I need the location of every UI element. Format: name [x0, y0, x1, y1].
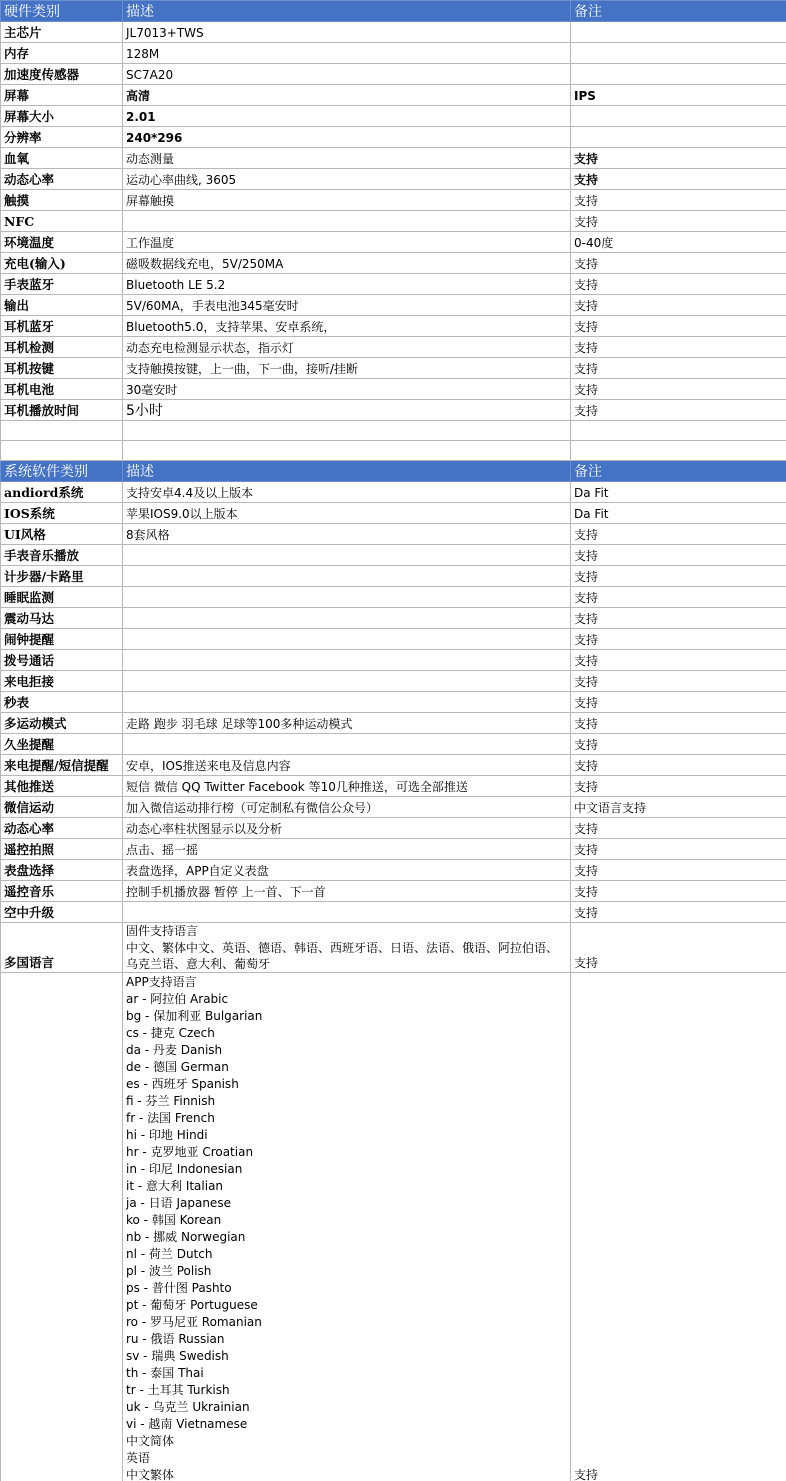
spec-name: 拨号通话 [1, 650, 123, 671]
spec-name: 空中升级 [1, 902, 123, 923]
spec-note: 支持 [571, 881, 786, 902]
spec-note: 支持 [571, 295, 786, 316]
spec-desc: 2.01 [123, 106, 571, 127]
spec-row [1, 629, 786, 650]
spec-note: 支持 [571, 650, 786, 671]
spec-name: 遥控音乐 [1, 881, 123, 902]
header-note: 备注 [571, 461, 786, 482]
app-lang-item: th - 泰国 Thai [126, 1366, 204, 1380]
spec-desc: 8套风格 [123, 524, 571, 545]
spec-note: 支持 [571, 379, 786, 400]
app-lang-item: ps - 普什图 Pashto [126, 1281, 232, 1295]
spec-name: 耳机电池 [1, 379, 123, 400]
spec-desc [123, 671, 571, 692]
spec-row [1, 211, 786, 232]
multilang-row [1, 923, 786, 973]
spec-row [1, 503, 786, 524]
spec-desc: 动态心率柱状图显示以及分析 [123, 818, 571, 839]
spec-name: 多国语言 [1, 923, 123, 973]
spec-row [1, 22, 786, 43]
firmware-lang-title: 固件支持语言 [126, 924, 199, 938]
spec-name: andiord系统 [1, 482, 123, 503]
spec-row [1, 85, 786, 106]
spec-name: 震动马达 [1, 608, 123, 629]
spec-row [1, 692, 786, 713]
spec-row [1, 902, 786, 923]
spec-name: 手表蓝牙 [1, 274, 123, 295]
spec-desc: 短信 微信 QQ Twitter Facebook 等10几种推送，可选全部推送 [123, 776, 571, 797]
spec-note: 支持 [571, 316, 786, 337]
spec-note: 支持 [571, 818, 786, 839]
spec-desc: 苹果IOS9.0以上版本 [123, 503, 571, 524]
spec-desc: 控制手机播放器 暂停 上一首、下一首 [123, 881, 571, 902]
spec-note: 支持 [571, 973, 786, 1481]
spec-desc [123, 923, 571, 973]
spec-row [1, 232, 786, 253]
app-lang-item: ru - 俄语 Russian [126, 1332, 225, 1346]
spec-desc: 支持触摸按键，上一曲，下一曲，接听/挂断 [123, 358, 571, 379]
spec-desc: 30毫安时 [123, 379, 571, 400]
spec-note: Da Fit [571, 482, 786, 503]
spec-desc [123, 566, 571, 587]
spec-note: 支持 [571, 169, 786, 190]
spec-name: UI风格 [1, 524, 123, 545]
spec-desc: 动态充电检测显示状态，指示灯 [123, 337, 571, 358]
header-description: 描述 [123, 461, 571, 482]
spec-name: 微信运动 [1, 797, 123, 818]
spec-row [1, 106, 786, 127]
spec-name: 动态心率 [1, 818, 123, 839]
blank-row [1, 441, 786, 461]
spec-note: Da Fit [571, 503, 786, 524]
spec-row [1, 295, 786, 316]
app-lang-item: it - 意大利 Italian [126, 1179, 224, 1193]
app-lang-item: hi - 印地 Hindi [126, 1128, 208, 1142]
spec-note: 支持 [571, 190, 786, 211]
spec-name: 耳机按键 [1, 358, 123, 379]
spec-name: 多运动模式 [1, 713, 123, 734]
app-lang-item: da - 丹麦 Danish [126, 1043, 223, 1057]
spec-name: 久坐提醒 [1, 734, 123, 755]
spec-note: 支持 [571, 629, 786, 650]
spec-name: 睡眠监测 [1, 587, 123, 608]
spec-row [1, 127, 786, 148]
app-lang-row [1, 973, 786, 1481]
spec-note: 支持 [571, 671, 786, 692]
spec-note: 支持 [571, 839, 786, 860]
spec-desc [123, 734, 571, 755]
app-lang-item: ar - 阿拉伯 Arabic [126, 992, 229, 1006]
spec-row [1, 482, 786, 503]
spec-row [1, 379, 786, 400]
spec-note: 支持 [571, 545, 786, 566]
spec-note [571, 64, 786, 85]
spec-row [1, 43, 786, 64]
spec-note: 支持 [571, 734, 786, 755]
spec-desc: 动态测量 [123, 148, 571, 169]
spec-row [1, 400, 786, 421]
spec-name: 主芯片 [1, 22, 123, 43]
spec-note [571, 43, 786, 64]
hardware-header-row [1, 1, 786, 22]
spec-name: 充电(输入) [1, 253, 123, 274]
spec-note: 支持 [571, 608, 786, 629]
app-lang-item: hr - 克罗地亚 Croatian [126, 1145, 254, 1159]
spec-desc: 运动心率曲线, 3605 [123, 169, 571, 190]
spacer-section [1, 421, 786, 461]
app-lang-item: fr - 法国 French [126, 1111, 215, 1125]
app-lang-item: pl - 波兰 Polish [126, 1264, 212, 1278]
spec-row [1, 776, 786, 797]
spec-desc: 表盘选择，APP自定义表盘 [123, 860, 571, 881]
software-section [1, 461, 786, 923]
spec-desc [123, 608, 571, 629]
app-lang-item: fi - 芬兰 Finnish [126, 1094, 216, 1108]
spec-name: 表盘选择 [1, 860, 123, 881]
app-lang-item: nb - 挪威 Norwegian [126, 1230, 246, 1244]
spec-note [571, 22, 786, 43]
app-lang-item: 中文简体 [126, 1434, 175, 1448]
spec-name: 来电拒接 [1, 671, 123, 692]
spec-desc: 5V/60MA，手表电池345毫安时 [123, 295, 571, 316]
app-lang-item: tr - 土耳其 Turkish [126, 1383, 230, 1397]
spec-desc: 128M [123, 43, 571, 64]
spec-name: 耳机播放时间 [1, 400, 123, 421]
spec-name: 屏幕大小 [1, 106, 123, 127]
spec-note: 支持 [571, 776, 786, 797]
app-lang-item: sv - 瑞典 Swedish [126, 1349, 229, 1363]
header-category: 系统软件类别 [1, 461, 123, 482]
spec-note: 支持 [571, 692, 786, 713]
spec-row [1, 358, 786, 379]
spec-note: 支持 [571, 566, 786, 587]
spec-note: 支持 [571, 358, 786, 379]
spec-desc: 屏幕触摸 [123, 190, 571, 211]
spec-desc: 磁吸数据线充电，5V/250MA [123, 253, 571, 274]
spec-desc: 点击、摇一摇 [123, 839, 571, 860]
app-lang-item: 中文繁体 [126, 1468, 175, 1481]
app-lang-item: pt - 葡萄牙 Portuguese [126, 1298, 258, 1312]
spec-name: 屏幕 [1, 85, 123, 106]
spec-row [1, 734, 786, 755]
spec-row [1, 671, 786, 692]
spec-row [1, 566, 786, 587]
spec-desc [123, 587, 571, 608]
spec-desc: 工作温度 [123, 232, 571, 253]
spec-row [1, 274, 786, 295]
spec-note: 支持 [571, 902, 786, 923]
spec-note: 支持 [571, 337, 786, 358]
spec-row [1, 524, 786, 545]
spec-name: 内存 [1, 43, 123, 64]
spec-name: 遥控拍照 [1, 839, 123, 860]
app-lang-item: 英语 [126, 1451, 151, 1465]
spec-desc [123, 902, 571, 923]
spec-note: 支持 [571, 587, 786, 608]
spec-note: 支持 [571, 211, 786, 232]
spec-note: 支持 [571, 860, 786, 881]
app-lang-title: APP支持语言 [126, 975, 197, 989]
spec-row [1, 818, 786, 839]
spec-note: 0-40度 [571, 232, 786, 253]
app-lang-item: uk - 乌克兰 Ukrainian [126, 1400, 250, 1414]
spec-name: 输出 [1, 295, 123, 316]
spec-note: 支持 [571, 923, 786, 973]
app-lang-item: in - 印尼 Indonesian [126, 1162, 243, 1176]
spec-row [1, 587, 786, 608]
spec-row [1, 650, 786, 671]
spec-name: 耳机检测 [1, 337, 123, 358]
app-lang-item: ja - 日语 Japanese [126, 1196, 231, 1210]
spec-name: 手表音乐播放 [1, 545, 123, 566]
spec-note: IPS [571, 85, 786, 106]
spec-desc [123, 629, 571, 650]
spec-note: 中文语言支持 [571, 797, 786, 818]
spec-row [1, 713, 786, 734]
app-lang-item: ro - 罗马尼亚 Romanian [126, 1315, 262, 1329]
spec-desc [123, 545, 571, 566]
blank-row [1, 421, 786, 441]
spec-desc: 安卓，IOS推送来电及信息内容 [123, 755, 571, 776]
spec-desc: 5小时 [123, 400, 571, 421]
spec-name: 来电提醒/短信提醒 [1, 755, 123, 776]
spec-name: NFC [1, 211, 123, 232]
spec-row [1, 839, 786, 860]
spec-note: 支持 [571, 253, 786, 274]
spec-row [1, 190, 786, 211]
spec-name: 环境温度 [1, 232, 123, 253]
spec-desc: 支持安卓4.4及以上版本 [123, 482, 571, 503]
header-note: 备注 [571, 1, 786, 22]
spec-desc: SC7A20 [123, 64, 571, 85]
app-lang-item: nl - 荷兰 Dutch [126, 1247, 213, 1261]
app-lang-item: es - 西班牙 Spanish [126, 1077, 239, 1091]
spec-name: 触摸 [1, 190, 123, 211]
spec-name: 秒表 [1, 692, 123, 713]
app-lang-item: bg - 保加利亚 Bulgarian [126, 1009, 263, 1023]
language-section [1, 923, 786, 1481]
hardware-section [1, 1, 786, 421]
spec-note: 支持 [571, 274, 786, 295]
spec-name: 耳机蓝牙 [1, 316, 123, 337]
header-description: 描述 [123, 1, 571, 22]
spec-name: 闹钟提醒 [1, 629, 123, 650]
spec-desc [123, 650, 571, 671]
spec-name: 加速度传感器 [1, 64, 123, 85]
spec-note: 支持 [571, 713, 786, 734]
app-lang-item: vi - 越南 Vietnamese [126, 1417, 248, 1431]
spec-name: 血氧 [1, 148, 123, 169]
spec-note: 支持 [571, 755, 786, 776]
spec-name: 计步器/卡路里 [1, 566, 123, 587]
spec-desc: 高清 [123, 85, 571, 106]
spec-name: IOS系统 [1, 503, 123, 524]
spec-desc [123, 211, 571, 232]
spec-row [1, 608, 786, 629]
software-header-row [1, 461, 786, 482]
spec-row [1, 755, 786, 776]
firmware-lang-list: 中文、繁体中文、英语、德语、韩语、西班牙语、日语、法语、俄语、阿拉伯语、乌克兰语、意大利、葡萄牙 [126, 941, 559, 971]
spec-note [571, 127, 786, 148]
spec-row [1, 860, 786, 881]
spec-row [1, 148, 786, 169]
app-lang-item: de - 德国 German [126, 1060, 229, 1074]
spec-row [1, 881, 786, 902]
spec-note [571, 106, 786, 127]
spec-desc: Bluetooth LE 5.2 [123, 274, 571, 295]
app-lang-item: ko - 韩国 Korean [126, 1213, 222, 1227]
spec-row [1, 337, 786, 358]
app-lang-list [123, 973, 571, 1481]
spec-row [1, 253, 786, 274]
spec-row [1, 169, 786, 190]
spec-name: 动态心率 [1, 169, 123, 190]
spec-desc: JL7013+TWS [123, 22, 571, 43]
spec-note: 支持 [571, 148, 786, 169]
spec-desc: Bluetooth5.0，支持苹果、安卓系统， [123, 316, 571, 337]
spec-row [1, 316, 786, 337]
spec-desc [123, 692, 571, 713]
spec-desc: 240*296 [123, 127, 571, 148]
spec-note: 支持 [571, 524, 786, 545]
spec-row [1, 64, 786, 85]
spec-row [1, 797, 786, 818]
header-category: 硬件类别 [1, 1, 123, 22]
spec-row [1, 545, 786, 566]
spec-note: 支持 [571, 400, 786, 421]
spec-desc: 走路 跑步 羽毛球 足球等100多种运动模式 [123, 713, 571, 734]
spec-name: 分辨率 [1, 127, 123, 148]
app-lang-item: cs - 捷克 Czech [126, 1026, 215, 1040]
spec-name: 其他推送 [1, 776, 123, 797]
spec-desc: 加入微信运动排行榜（可定制私有微信公众号） [123, 797, 571, 818]
